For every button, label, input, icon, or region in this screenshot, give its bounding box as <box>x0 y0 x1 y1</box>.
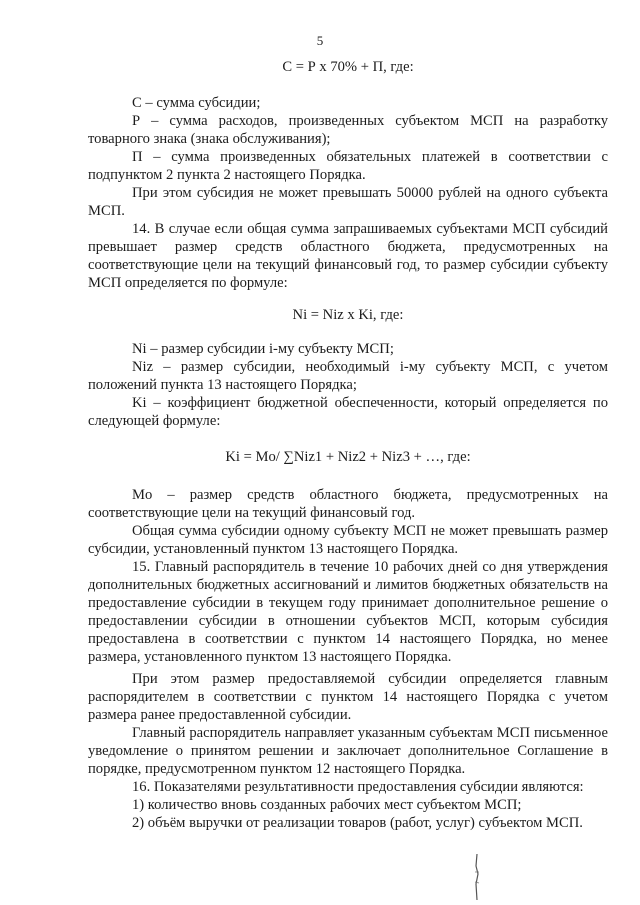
definition-niz: Niz – размер субсидии, необходимый i-му субъекту МСП, с учетом положений пункта 13 настоящего Порядка; <box>88 359 608 393</box>
notification-paragraph: Главный распорядитель направляет указанным субъектам МСП письменное уведомление о принятом решении и заключает дополнительное Соглашение в порядке, предусмотренном пунктом 12 настоящего Порядка. <box>88 725 608 777</box>
total-subsidy-paragraph: Общая сумма субсидии одному субъекту МСП не может превышать размер субсидии, установленный пунктом 13 настоящего Порядка. <box>88 523 608 557</box>
subsidy-limit-paragraph: При этом субсидия не может превышать 50000 рублей на одного субъекта МСП. <box>88 185 608 219</box>
definition-ni: Ni – размер субсидии i-му субъекту МСП; <box>132 341 394 357</box>
indicator-1: 1) количество вновь созданных рабочих мест субъектом МСП; <box>132 797 522 813</box>
subsidy-size-paragraph: При этом размер предоставляемой субсидии определяется главным распорядителем в соответствии с пунктом 14 настоящего Порядка с учетом размера ранее предоставленной субсидии. <box>88 671 608 723</box>
document-body <box>88 58 608 832</box>
clause-14: 14. В случае если общая сумма запрашиваемых субъектами МСП субсидий превышает размер средств областного бюджета, предусмотренных на соответствующие цели на текущий финансовый год, то размер субсидии субъекту МСП определяется по формуле: <box>88 221 608 291</box>
margin-mark <box>470 852 484 902</box>
clause-15: 15. Главный распорядитель в течение 10 рабочих дней со дня утверждения дополнительных бюджетных ассигнований и лимитов бюджетных обязательств на предоставление субсидии в текущем году принимает дополнительное решение о предоставлении субсидии в отношении субъектов МСП, которым субсидия предоставлена в соответствии с пунктом 14 настоящего Порядка, но менее размера, установленного пунктом 13 настоящего Порядка. <box>88 559 608 665</box>
page-number: 5 <box>316 33 324 48</box>
formula-ki: Ki = Mo/ ∑Niz1 + Niz2 + Niz3 + …, где: <box>225 449 471 465</box>
indicator-2: 2) объём выручки от реализации товаров (работ, услуг) субъектом МСП. <box>132 815 583 831</box>
definition-c: С – сумма субсидии; <box>132 95 261 111</box>
definition-p-payments: П – сумма произведенных обязательных платежей в соответствии с подпунктом 2 пункта 2 настоящего Порядка. <box>88 149 608 183</box>
clause-16: 16. Показателями результативности предоставления субсидии являются: <box>132 779 584 795</box>
formula-subsidy: С = Р х 70% + П, где: <box>282 59 414 75</box>
definition-p-expenses: Р – сумма расходов, произведенных субъектом МСП на разработку товарного знака (знака обслуживания); <box>88 113 608 147</box>
definition-mo: Mo – размер средств областного бюджета, предусмотренных на соответствующие цели на текущий финансовый год. <box>88 487 608 521</box>
formula-ni: Ni = Niz x Ki, где: <box>292 307 404 323</box>
definition-ki: Ki – коэффициент бюджетной обеспеченности, который определяется по следующей формуле: <box>88 395 608 429</box>
